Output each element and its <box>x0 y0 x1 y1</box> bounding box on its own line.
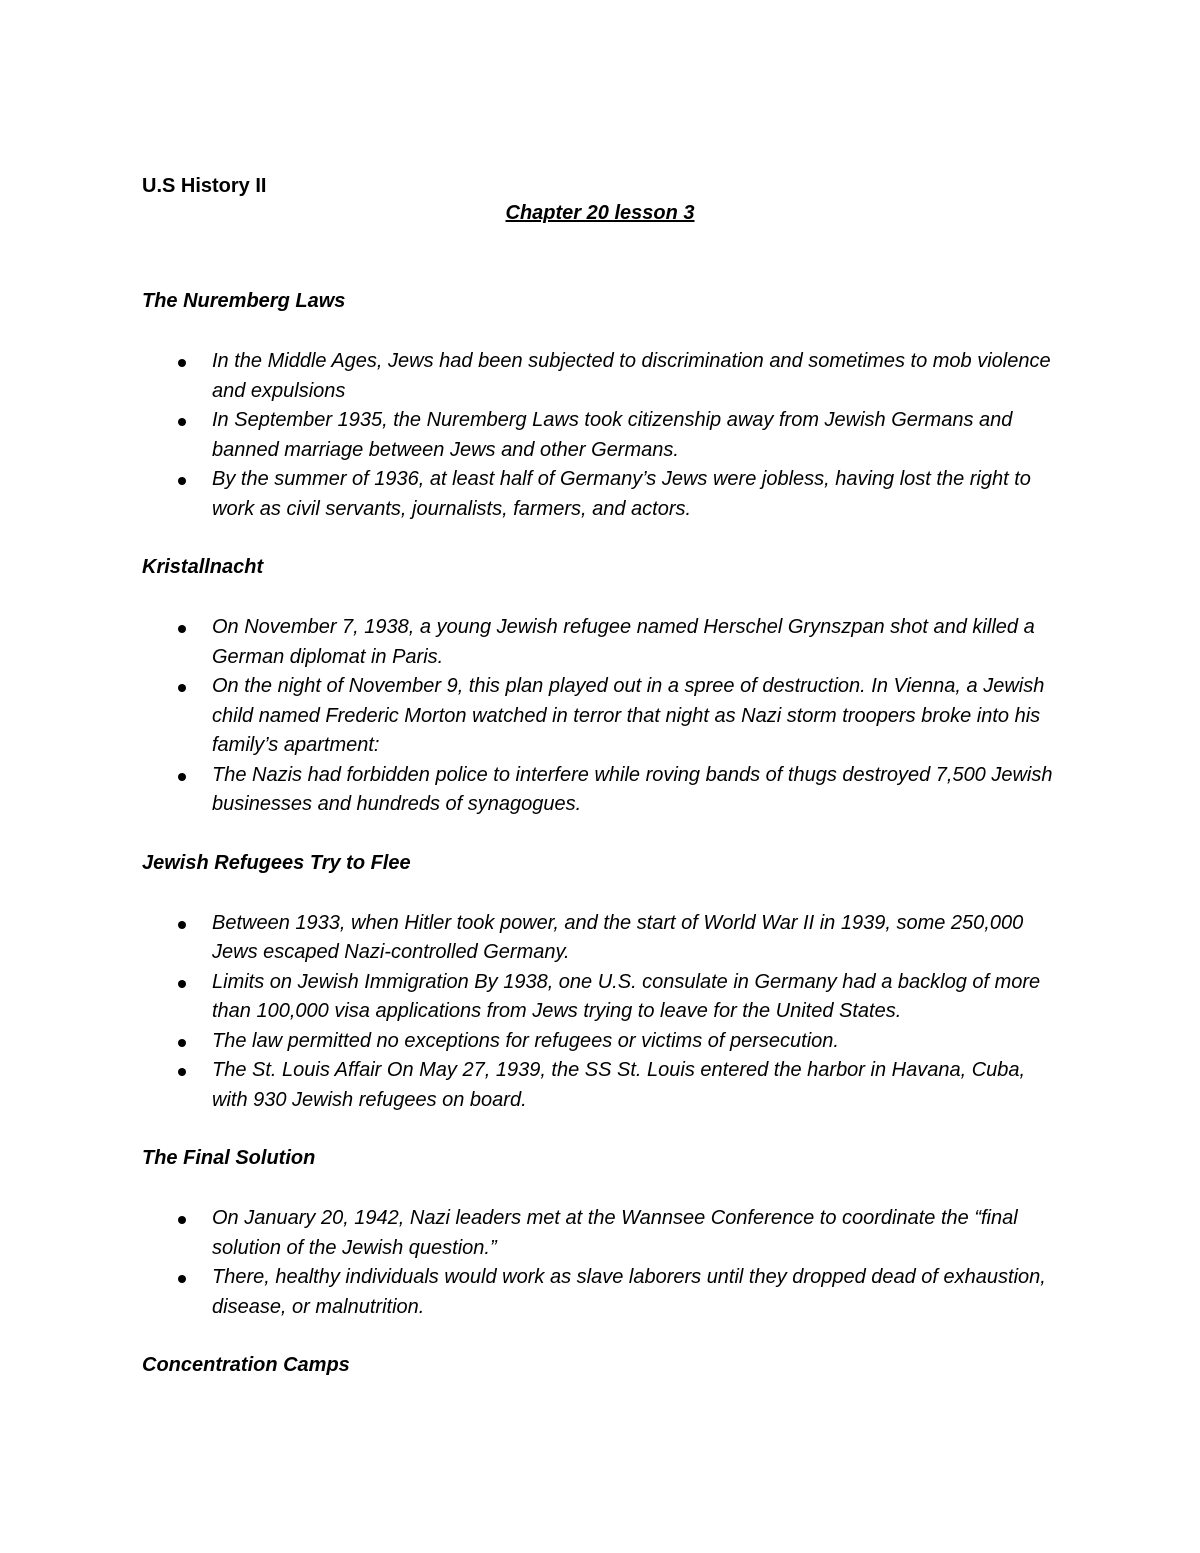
bullet-item <box>212 672 1062 761</box>
bullet-text: By the summer of 1936, at least half of Germany’s Jews were jobless, having lost the right to work as civil servants, journalists, farmers, and actors. <box>212 468 1031 520</box>
bullet-dot-icon <box>178 1216 186 1224</box>
bullet-list <box>142 909 1062 1116</box>
bullet-item <box>212 909 1062 968</box>
notes-section <box>142 1353 1062 1377</box>
bullet-dot-icon <box>178 1275 186 1283</box>
notes-sections <box>142 289 1062 1411</box>
notes-section <box>142 851 1062 1116</box>
bullet-item <box>212 761 1062 820</box>
bullet-item <box>212 1027 1062 1057</box>
bullet-dot-icon <box>178 1068 186 1076</box>
bullet-dot-icon <box>178 980 186 988</box>
bullet-text: Between 1933, when Hitler took power, and the start of World War II in 1939, some 250,000 Jews escaped Nazi-controlled Germany. <box>212 911 1024 963</box>
bullet-item <box>212 347 1062 406</box>
section-heading: Kristallnacht <box>142 556 264 578</box>
bullet-list <box>142 613 1062 820</box>
bullet-dot-icon <box>178 359 186 367</box>
section-heading: Concentration Camps <box>142 1354 350 1376</box>
section-heading: The Final Solution <box>142 1147 316 1169</box>
bullet-item <box>212 1204 1062 1263</box>
bullet-item <box>212 613 1062 672</box>
bullet-text: Limits on Jewish Immigration By 1938, one U.S. consulate in Germany had a backlog of more than 100,000 visa applications from Jews trying to leave for the United States. <box>212 970 1041 1022</box>
bullet-list <box>142 1204 1062 1322</box>
bullet-text: There, healthy individuals would work as slave laborers until they dropped dead of exhaustion, disease, or malnutrition. <box>212 1266 1046 1318</box>
bullet-text: On the night of November 9, this plan played out in a spree of destruction. In Vienna, a Jewish child named Frederic Morton watched in terror that night as Nazi storm troopers broke into his family’s apartment: <box>212 675 1045 756</box>
bullet-text: On January 20, 1942, Nazi leaders met at the Wannsee Conference to coordinate the “final solution of the Jewish question.” <box>212 1207 1018 1259</box>
course-title: U.S History II <box>142 175 267 197</box>
bullet-dot-icon <box>178 477 186 485</box>
bullet-item <box>212 465 1062 524</box>
bullet-dot-icon <box>178 625 186 633</box>
bullet-item <box>212 968 1062 1027</box>
notes-section <box>142 289 1062 524</box>
bullet-dot-icon <box>178 1039 186 1047</box>
chapter-title: Chapter 20 lesson 3 <box>505 202 695 224</box>
bullet-dot-icon <box>178 684 186 692</box>
bullet-text: The Nazis had forbidden police to interfere while roving bands of thugs destroyed 7,500 Jewish businesses and hundreds of synagogues. <box>212 763 1053 815</box>
section-heading: Jewish Refugees Try to Flee <box>142 851 411 874</box>
bullet-dot-icon <box>178 921 186 929</box>
bullet-list <box>142 347 1062 524</box>
notes-section <box>142 555 1062 820</box>
bullet-item <box>212 1056 1062 1115</box>
bullet-dot-icon <box>178 418 186 426</box>
bullet-text: In the Middle Ages, Jews had been subjected to discrimination and sometimes to mob violence and expulsions <box>212 350 1051 402</box>
bullet-text: On November 7, 1938, a young Jewish refugee named Herschel Grynszpan shot and killed a German diplomat in Paris. <box>212 616 1035 668</box>
bullet-text: The St. Louis Affair On May 27, 1939, the SS St. Louis entered the harbor in Havana, Cuba, with 930 Jewish refugees on board. <box>212 1059 1026 1111</box>
bullet-text: In September 1935, the Nuremberg Laws took citizenship away from Jewish Germans and banned marriage between Jews and other Germans. <box>212 409 1013 461</box>
bullet-item <box>212 406 1062 465</box>
bullet-item <box>212 1263 1062 1322</box>
section-heading: The Nuremberg Laws <box>142 290 346 312</box>
notes-section <box>142 1146 1062 1322</box>
bullet-text: The law permitted no exceptions for refugees or victims of persecution. <box>212 1029 839 1052</box>
bullet-dot-icon <box>178 773 186 781</box>
